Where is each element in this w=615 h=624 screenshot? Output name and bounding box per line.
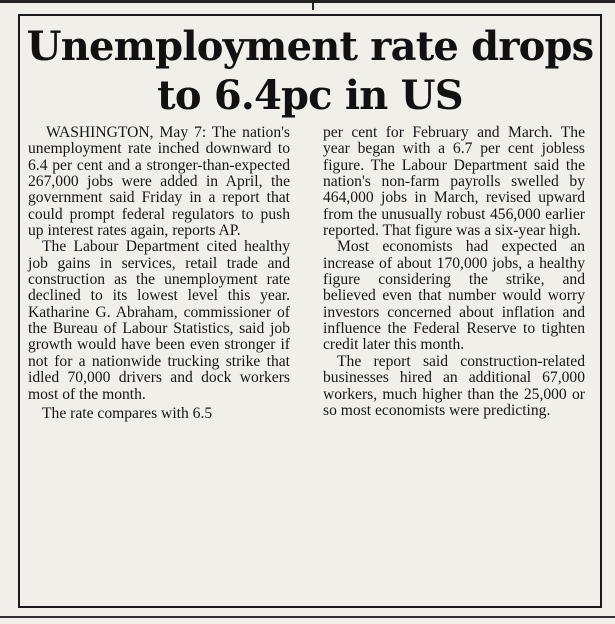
article-column-right (323, 125, 585, 419)
article-column-left (28, 125, 290, 422)
bottom-rule (0, 616, 615, 618)
top-rule (0, 0, 615, 3)
headline: Unemployment rate drops to 6.4pc in US (26, 23, 594, 119)
paragraph-labour-department: The Labour Department cited healthy job gains in services, retail trade and construction as the unemployment rate declined to its lowest level this year. Katharine G. Abraham, commissioner of the Bureau of Labour Statistics, said job growth would have been even stronger if not for a nationwide trucking strike that idled 70,000 drivers and dock workers most of the month. (28, 238, 290, 403)
paragraph-economists: Most economists had expected an increase of about 170,000 jobs, a healthy figure considering the strike, and believed even that number would worry investors concerned about inflation and influence the Federal Reserve to tighten credit later this month. (323, 238, 585, 354)
column-divider-tick (312, 0, 314, 10)
paragraph-construction: The report said construction-related businesses hired an additional 67,000 workers, much higher than the 25,000 or so most economists were predicting. (323, 352, 585, 419)
paragraph-rate-compares: The rate compares with 6.5 (42, 404, 213, 422)
paragraph-dateline: WASHINGTON, May 7: The nation's unemployment rate inched downward to 6.4 per cent and a stronger-than-expected 267,000 jobs were added in April, the government said Friday in a report that could prompt federal regulators to push up interest rates again, reports AP. (28, 124, 290, 240)
paragraph-continued: per cent for February and March. The year began with a 6.7 per cent jobless figure. The Labour Department said the nation's non-farm payrolls swelled by 464,000 jobs in March, revised upward from the unusually robust 456,000 earlier reported. That figure was a six-year high. (323, 124, 585, 240)
